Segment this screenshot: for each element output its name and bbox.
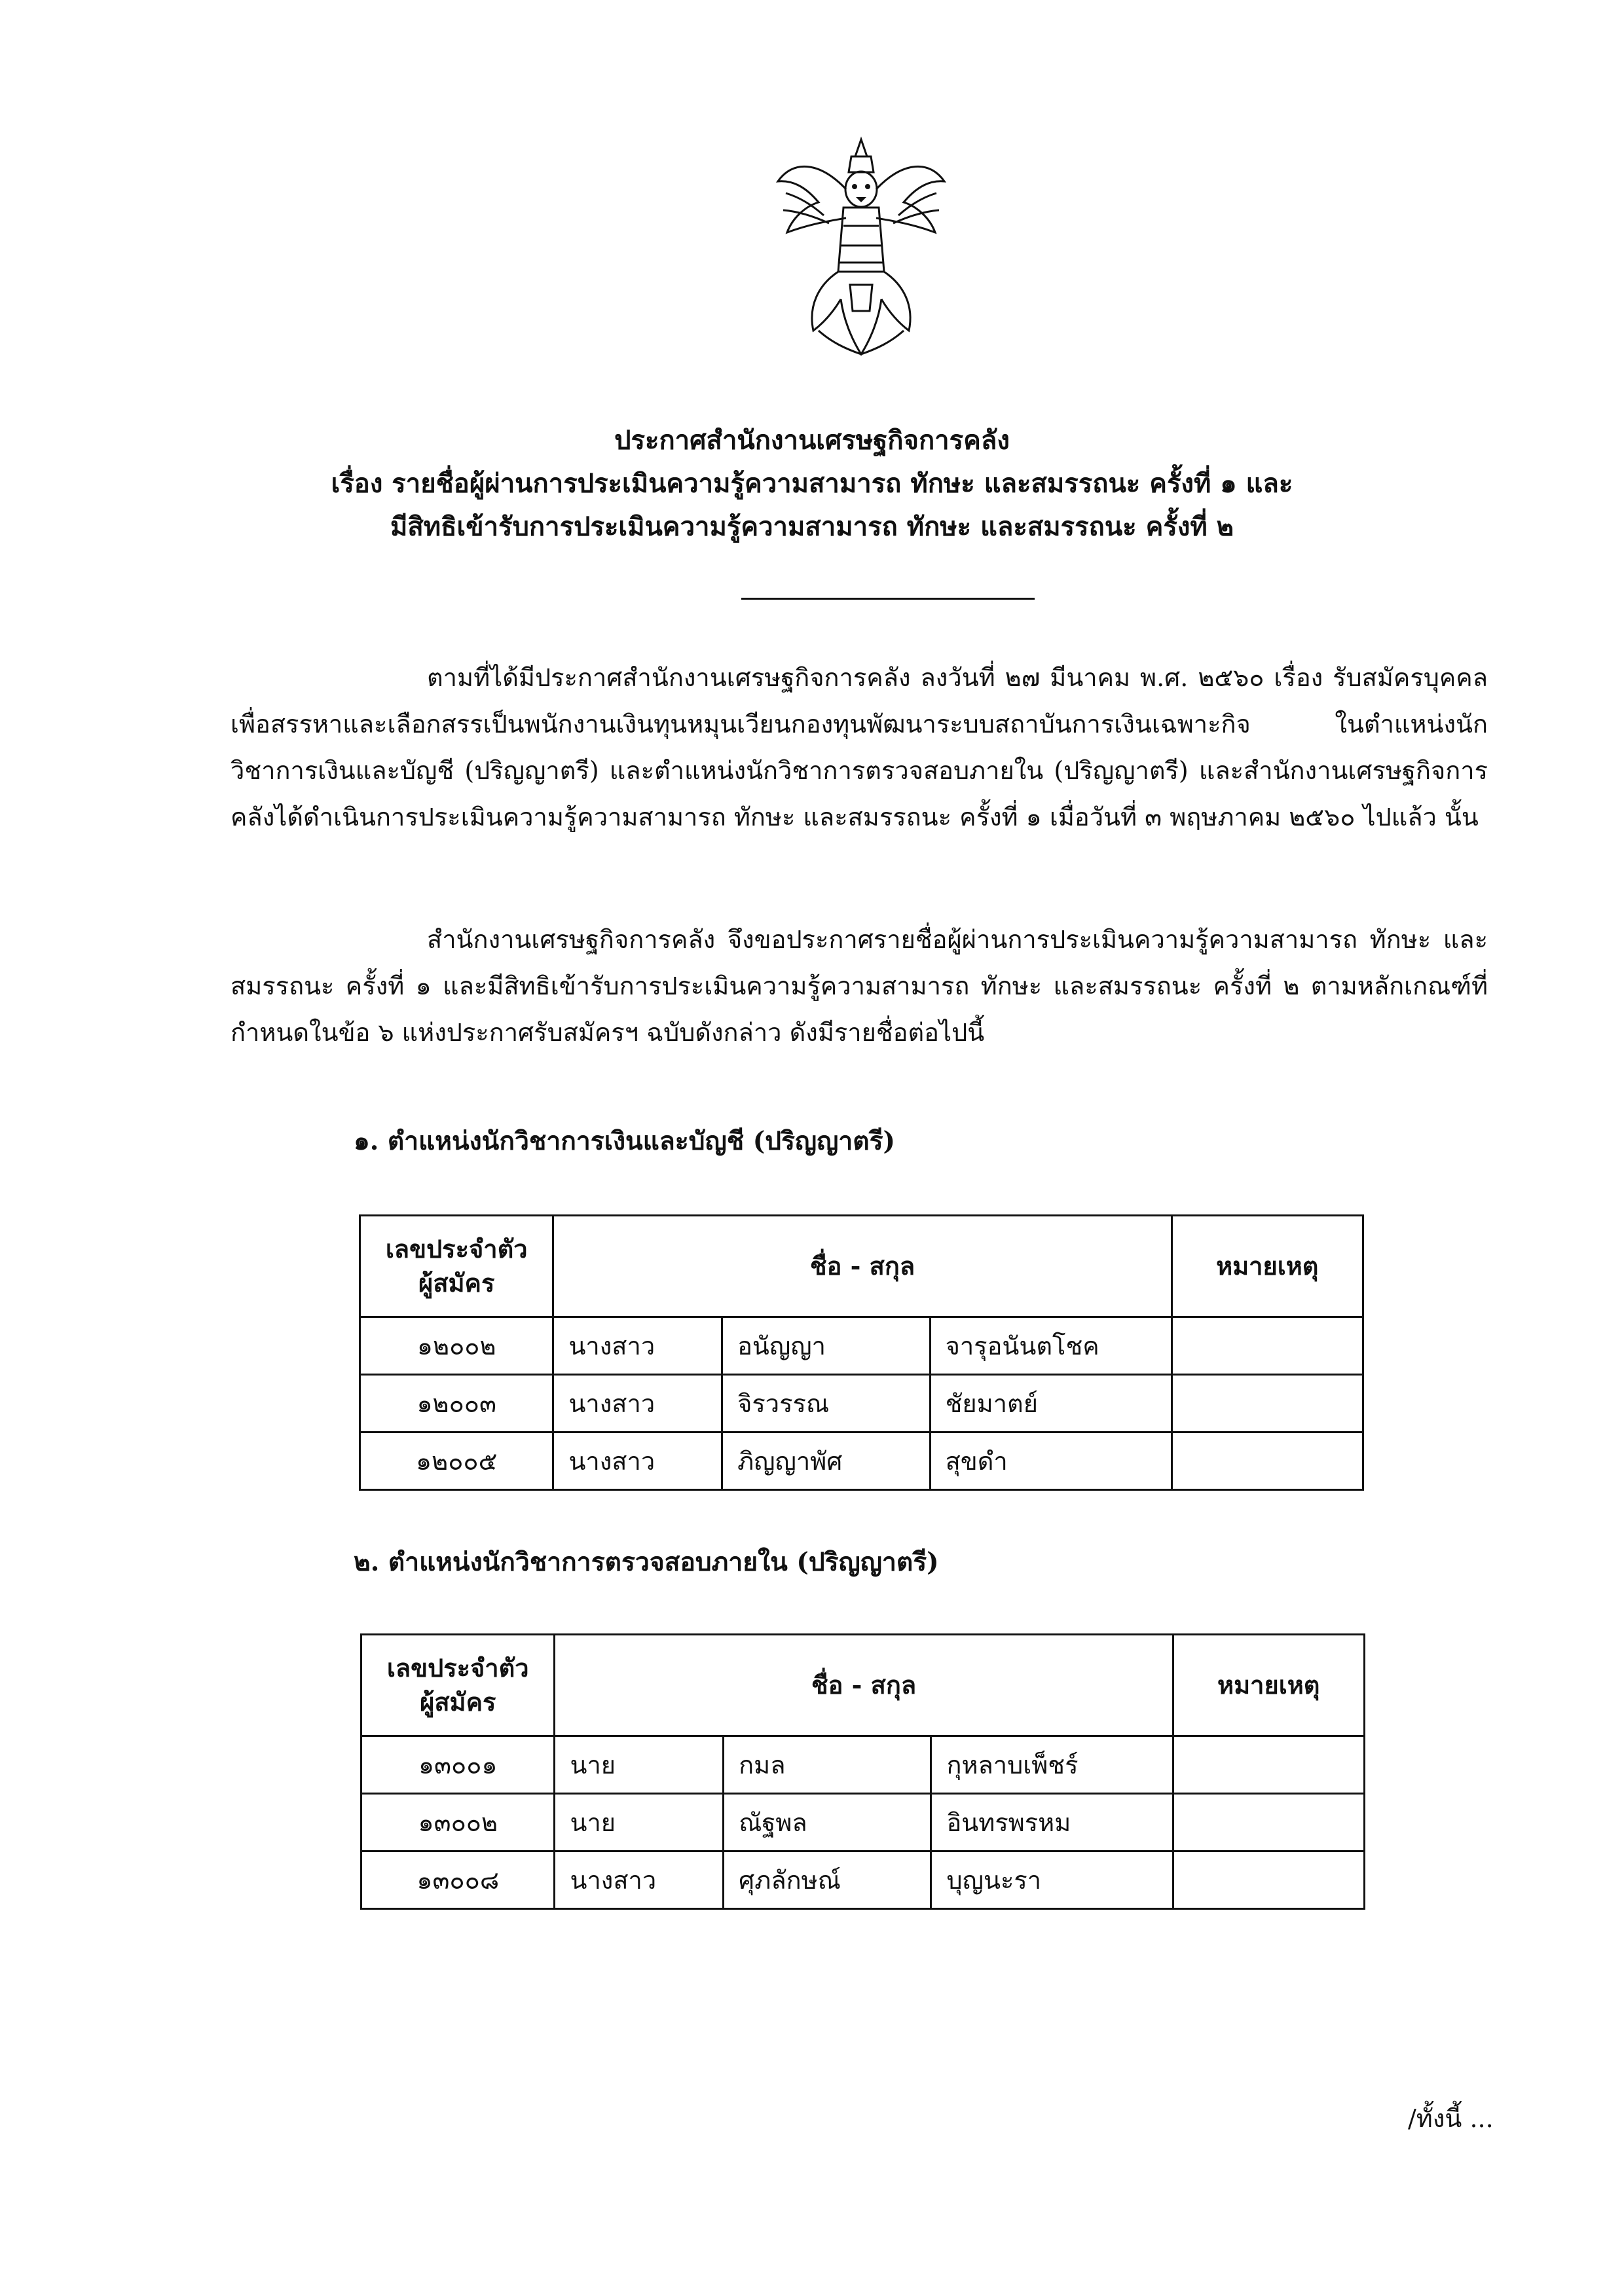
last-name: บุญนะรา (931, 1851, 1173, 1909)
remark (1172, 1317, 1363, 1375)
applicant-id: ๑๒๐๐๒ (360, 1317, 553, 1375)
remark (1173, 1736, 1364, 1794)
name-prefix: นางสาว (553, 1317, 722, 1375)
announcement-subject-line-2: มีสิทธิเข้ารับการประเมินความรู้ความสามารถ ทักษะ และสมรรถนะ ครั้งที่ ๒ (390, 511, 1234, 542)
table-row (361, 1794, 1365, 1851)
body-paragraph-2 (231, 917, 1488, 1056)
table-row (360, 1317, 1363, 1375)
first-name: จิรวรรณ (722, 1375, 931, 1432)
name-header: ชื่อ - สกุล (555, 1635, 1173, 1736)
applicant-id: ๑๒๐๐๕ (360, 1432, 553, 1490)
first-name: อนัญญา (722, 1317, 931, 1375)
remark (1173, 1851, 1364, 1909)
table-header-row (360, 1216, 1363, 1317)
remark (1172, 1432, 1363, 1490)
section-2-table (360, 1633, 1365, 1910)
first-name: กมล (724, 1736, 931, 1794)
table-row (361, 1736, 1365, 1794)
remark (1172, 1375, 1363, 1432)
name-prefix: นาย (555, 1736, 724, 1794)
remark (1173, 1794, 1364, 1851)
id-header: เลขประจำตัว ผู้สมัคร (361, 1635, 555, 1736)
section-1-title: ๑. ตำแหน่งนักวิชาการเงินและบัญชี (ปริญญาตรี) (354, 1126, 895, 1156)
table-row (361, 1851, 1365, 1909)
body-paragraph-1 (231, 655, 1488, 841)
page-continuation-marker: /ทั้งนี้ ... (1408, 2104, 1494, 2133)
announcement-title: ประกาศสำนักงานเศรษฐกิจการคลัง (614, 425, 1010, 456)
applicant-id: ๑๓๐๐๘ (361, 1851, 555, 1909)
title-divider (741, 598, 1035, 600)
id-header: เลขประจำตัว ผู้สมัคร (360, 1216, 553, 1317)
applicant-id: ๑๓๐๐๑ (361, 1736, 555, 1794)
table-row (360, 1375, 1363, 1432)
applicant-id: ๑๒๐๐๓ (360, 1375, 553, 1432)
last-name: จารุอนันตโชค (930, 1317, 1172, 1375)
table-row (360, 1432, 1363, 1490)
applicant-id: ๑๓๐๐๒ (361, 1794, 555, 1851)
last-name: อินทรพรหม (931, 1794, 1173, 1851)
paragraph-1-text: ตามที่ได้มีประกาศสำนักงานเศรษฐกิจการคลัง ลงวันที่ ๒๗ มีนาคม พ.ศ. ๒๕๖๐ เรื่อง รับสมัครบุคคลเพื่อสรรหาและเลือกสรรเป็นพนักงานเงินทุนหมุนเวียนกองทุนพัฒนาระบบสถาบันการเงินเฉพาะกิจ ในตำแหน่งนักวิชาการเงินและบัญชี (ปริญญาตรี) และตำแหน่งนักวิชาการตรวจสอบภายใน (ปริญญาตรี) และสำนักงานเศรษฐกิจการคลังได้ดำเนินการประเมินความรู้ความสามารถ ทักษะ และสมรรถนะ ครั้งที่ ๑ เมื่อวันที่ ๓ พฤษภาคม ๒๕๖๐ ไปแล้ว นั้น (231, 663, 1488, 831)
name-prefix: นางสาว (553, 1432, 722, 1490)
paragraph-2-text: สำนักงานเศรษฐกิจการคลัง จึงขอประกาศรายชื่อผู้ผ่านการประเมินความรู้ความสามารถ ทักษะ และสมรรถนะ ครั้งที่ ๑ และมีสิทธิเข้ารับการประเมินความรู้ความสามารถ ทักษะ และสมรรถนะ ครั้งที่ ๒ ตามหลักเกณฑ์ที่กำหนดในข้อ ๖ แห่งประกาศรับสมัครฯ ฉบับดังกล่าว ดังมีรายชื่อต่อไปนี้ (231, 925, 1488, 1047)
name-prefix: นาย (555, 1794, 724, 1851)
remark-header: หมายเหตุ (1173, 1635, 1364, 1736)
section-1-table (359, 1214, 1364, 1491)
table-header-row (361, 1635, 1365, 1736)
garuda-emblem (773, 134, 950, 360)
name-prefix: นางสาว (553, 1375, 722, 1432)
name-header: ชื่อ - สกุล (553, 1216, 1172, 1317)
name-prefix: นางสาว (555, 1851, 724, 1909)
announcement-subject-line-1: เรื่อง รายชื่อผู้ผ่านการประเมินความรู้ความสามารถ ทักษะ และสมรรถนะ ครั้งที่ ๑ และ (331, 468, 1293, 499)
remark-header: หมายเหตุ (1172, 1216, 1363, 1317)
first-name: ณัฐพล (724, 1794, 931, 1851)
first-name: ศุภลักษณ์ (724, 1851, 931, 1909)
last-name: ชัยมาตย์ (930, 1375, 1172, 1432)
first-name: ภิญญาพัศ (722, 1432, 931, 1490)
section-2-title: ๒. ตำแหน่งนักวิชาการตรวจสอบภายใน (ปริญญาตรี) (354, 1547, 939, 1577)
last-name: สุขดำ (930, 1432, 1172, 1490)
last-name: กุหลาบเพ็ชร์ (931, 1736, 1173, 1794)
